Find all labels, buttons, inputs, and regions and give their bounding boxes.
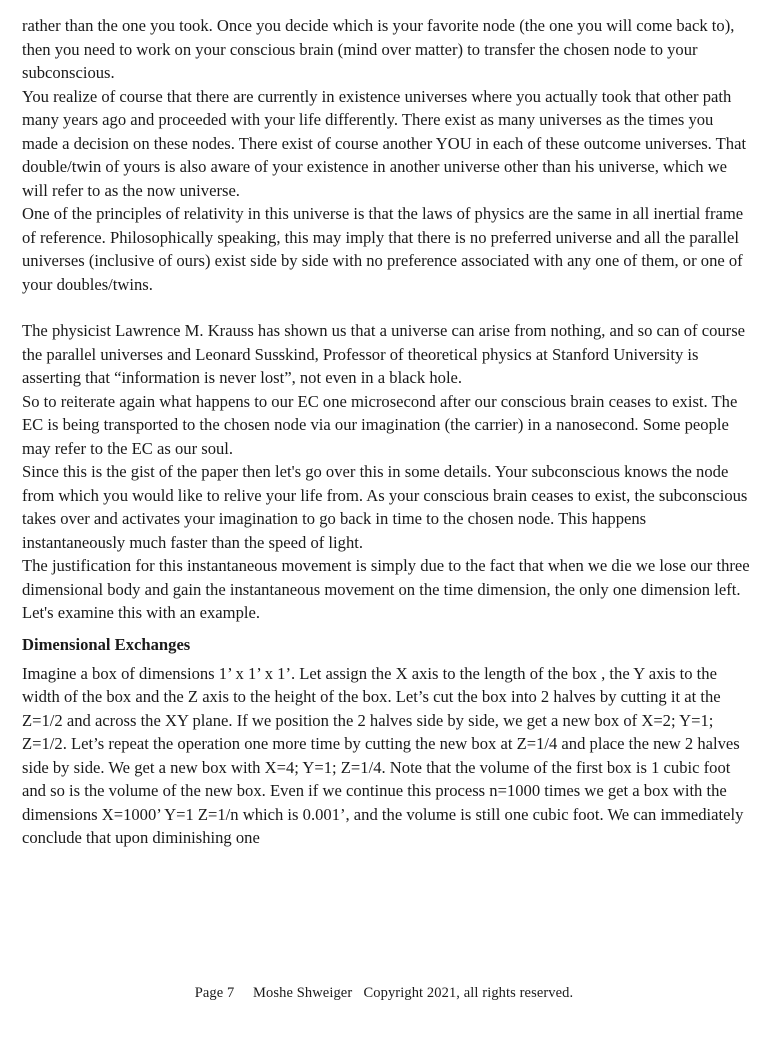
paragraph-justification: The justification for this instantaneous movement is simply due to the fact that when we die we lose our three dimensional body and gain the instantaneous movement on the time dimension, the only one dimension left. Let's examine this with an example. — [22, 556, 750, 622]
page-number: Page 7 — [194, 985, 235, 1001]
footer-author: Moshe Shweiger — [253, 985, 353, 1001]
document-page — [22, 14, 752, 850]
paragraph-relativity: One of the principles of relativity in this universe is that the laws of physics are the same in all inertial frame of reference. Philosophically speaking, this may imply that there is no preferred universe and all the parallel universes (inclusive of ours) exist side by side with no preference associated with any one of them, or one of your doubles/twins. — [22, 204, 744, 294]
section-heading: Dimensional Exchanges — [22, 634, 191, 654]
paragraph-krauss: The physicist Lawrence M. Krauss has shown us that a universe can arise from nothing, and so can of course the parallel universes and Leonard Susskind, Professor of theoretical physics at Stanford University is asserting that “information is never lost”, not even in a black hole. — [22, 321, 746, 387]
page-footer — [0, 985, 768, 1002]
paragraph-parallel-universes: You realize of course that there are currently in existence universes where you actually took that other path many years ago and proceeded with your life differently. There exist as many universes as the times you made a decision on these nodes. There exist of course another YOU in each of these outcome universes. That double/twin of yours is also aware of your existence in another universe other than his universe, which we will refer to as the now universe. — [22, 86, 747, 200]
footer-copyright: Copyright 2021, all rights reserved. — [363, 985, 574, 1001]
paragraph-gap — [22, 296, 752, 319]
paragraph-box-example: Imagine a box of dimensions 1’ x 1’ x 1’. Let assign the X axis to the length of the box , the Y axis to the width of the box and the Z axis to the height of the box. Let’s cut the box into 2 halves by cutting it at the Z=1/2 and across the XY plane. If we position the 2 halves side by side, we get a new box of X=2; Y=1; Z=1/2. Let’s repeat the operation one more time by cutting the new box at Z=1/4 and place the new 2 halves side by side. We get a new box with X=4; Y=1; Z=1/4. Note that the volume of the first box is 1 cubic foot and so is the volume of the new box. Even if we continue this process n=1000 times we get a box with the dimensions X=1000’ Y=1 Z=1/n which is 0.001’, and the volume is still one cubic foot. We can immediately conclude that upon diminishing one — [22, 663, 744, 847]
paragraph-gist: Since this is the gist of the paper then let's go over this in some details. Your subconscious knows the node from which you would like to relive your life from. As your conscious brain ceases to exist, the subconscious takes over and activates your imagination to go back in time to the chosen node. This happens instantaneously much faster than the speed of light. — [22, 462, 748, 552]
paragraph-reiterate: So to reiterate again what happens to our EC one microsecond after our conscious brain ceases to exist. The EC is being transported to the chosen node via our imagination (the carrier) in a nanosecond. Some people may refer to the EC as our soul. — [22, 391, 738, 458]
paragraph-node-choice: rather than the one you took. Once you decide which is your favorite node (the one you will come back to), then you need to work on your conscious brain (mind over matter) to transfer the chosen node to your subconscious. — [22, 16, 735, 82]
